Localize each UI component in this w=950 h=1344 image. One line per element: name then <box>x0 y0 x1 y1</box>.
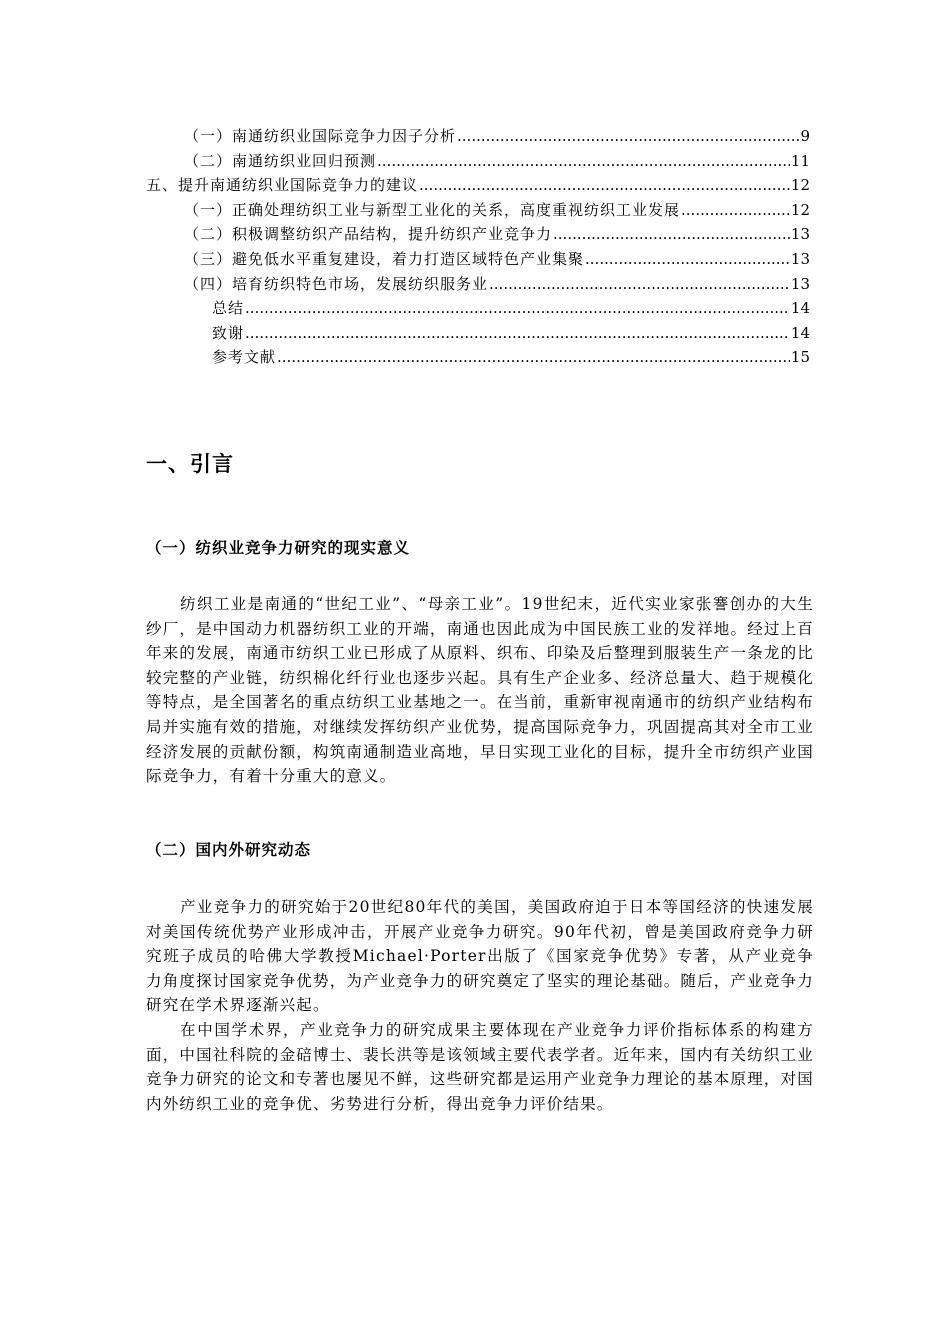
toc-entry[interactable] <box>146 345 810 370</box>
toc-entry[interactable] <box>146 321 810 346</box>
toc-leader-dots <box>419 173 790 198</box>
toc-leader-dots <box>245 321 790 346</box>
toc-entry-title: （二）积极调整纺织产品结构，提升纺织产业竞争力 <box>184 225 553 244</box>
toc-entry-page: 13 <box>790 249 810 268</box>
subsection-heading: （一）纺织业竞争力研究的现实意义 <box>146 539 411 557</box>
toc-leader-dots <box>377 149 790 174</box>
toc-entry-title: 总结 <box>212 299 245 318</box>
toc-entry[interactable] <box>146 296 810 321</box>
toc-entry[interactable] <box>146 198 810 223</box>
toc-entry[interactable] <box>146 173 810 198</box>
toc-entry-page: 9 <box>800 127 810 145</box>
toc-entry[interactable] <box>146 272 810 297</box>
body-text <box>146 895 814 1116</box>
toc-entry-page: 11 <box>790 151 810 170</box>
toc-leader-dots <box>585 247 790 272</box>
subsection-heading: （二）国内外研究动态 <box>146 841 312 859</box>
paragraph: 纺织工业是南通的“世纪工业”、“母亲工业”。19世纪末，近代实业家张謇创办的大生纱厂，是中国动力机器纺织工业的开端，南通也因此成为中国民族工业的发祥地。经过上百年来的发展，南通市纺织工业已形成了从原料、织布、印染及后整理到服装生产一条龙的比较完整的产业链，纺织棉化纤行业也逐步兴起。具有生产企业多、经济总量大、趋于规模化等特点，是全国著名的重点纺织工业基地之一。在当前，重新审视南通市的纺织产业结构布局并实施有效的措施，对继续发挥纺织产业优势，提高国际竞争力，巩固提高其对全市工业经济发展的贡献份额，构筑南通制造业高地，早日实现工业化的目标，提升全市纺织产业国际竞争力，有着十分重大的意义。 <box>146 595 815 786</box>
toc-entry-page: 15 <box>790 348 810 367</box>
toc-leader-dots <box>457 124 799 149</box>
toc-entry-page: 13 <box>790 274 810 293</box>
toc-leader-dots <box>245 296 790 321</box>
toc-entry[interactable] <box>146 247 810 272</box>
toc-entry[interactable] <box>146 149 810 174</box>
toc-entry-page: 12 <box>790 176 810 195</box>
toc-entry-page: 12 <box>790 200 810 219</box>
toc-entry[interactable] <box>146 124 810 149</box>
toc-entry[interactable] <box>146 222 810 247</box>
toc-entry-title: （一）南通纺织业国际竞争力因子分析 <box>184 127 457 145</box>
toc-leader-dots <box>277 345 790 370</box>
toc-leader-dots <box>553 222 790 247</box>
toc-entry-title: 致谢 <box>212 323 245 342</box>
body-text <box>146 592 814 789</box>
toc-entry-title: （二）南通纺织业回归预测 <box>184 151 377 170</box>
toc-entry-page: 14 <box>790 323 810 342</box>
toc-entry-title: （三）避免低水平重复建设，着力打造区域特色产业集聚 <box>184 249 585 268</box>
toc-entry-title: （一）正确处理纺织工业与新型工业化的关系，高度重视纺织工业发展 <box>184 200 681 219</box>
paragraph: 产业竞争力的研究始于20世纪80年代的美国，美国政府迫于日本等国经济的快速发展对美国传统优势产业形成冲击，开展产业竞争力研究。90年代初，曾是美国政府竞争力研究班子成员的哈佛大学教授Michael·Porter出版了《国家竞争优势》专著，从产业竞争力角度探讨国家竞争优势，为产业竞争力的研究奠定了坚实的理论基础。随后，产业竞争力研究在学术界逐渐兴起。 <box>146 898 815 1015</box>
section-heading: 一、引言 <box>146 452 234 476</box>
toc-leader-dots <box>489 272 790 297</box>
table-of-contents <box>146 124 810 370</box>
toc-entry-page: 14 <box>790 299 810 318</box>
toc-entry-title: 五、提升南通纺织业国际竞争力的建议 <box>146 176 419 195</box>
toc-leader-dots <box>681 198 790 223</box>
paragraph: 在中国学术界，产业竞争力的研究成果主要体现在产业竞争力评价指标体系的构建方面，中国社科院的金碚博士、裴长洪等是该领域主要代表学者。近年来，国内有关纺织工业竞争力研究的论文和专著也屡见不鲜，这些研究都是运用产业竞争力理论的基本原理，对国内外纺织工业的竞争优、劣势进行分析，得出竞争力评价结果。 <box>146 1020 815 1113</box>
toc-entry-page: 13 <box>790 225 810 244</box>
toc-entry-title: （四）培育纺织特色市场，发展纺织服务业 <box>184 274 489 293</box>
toc-entry-title: 参考文献 <box>212 348 277 367</box>
